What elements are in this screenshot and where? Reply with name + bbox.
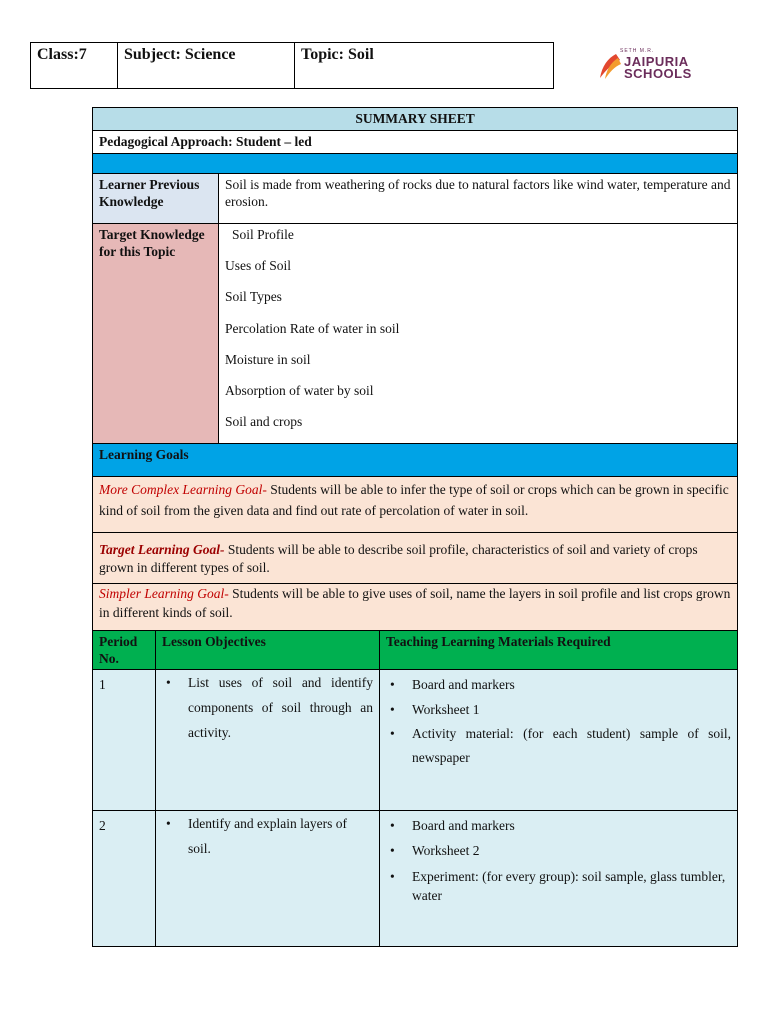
blue-spacer	[93, 154, 738, 174]
topic-item: Moisture in soil	[225, 351, 311, 367]
simpler-goal	[93, 584, 738, 631]
subject-cell: Subject: Science	[118, 43, 295, 88]
logo-line2: SCHOOLS	[624, 66, 692, 81]
materials-list	[386, 676, 731, 770]
objective-item: • List uses of soil and identify components of soil through an activity.	[162, 670, 373, 745]
class-cell: Class:7	[31, 43, 118, 88]
learning-goals-heading: Learning Goals	[93, 444, 738, 477]
material-item: • Experiment: (for every group): soil sample, glass tumbler, water	[386, 867, 731, 905]
objective-list	[162, 811, 373, 861]
learning-goals-row	[93, 444, 738, 477]
period-number: 1	[93, 670, 156, 811]
period-number: 2	[93, 811, 156, 947]
target-goal	[93, 533, 738, 584]
topic-item: Soil Types	[225, 289, 282, 305]
material-item: • Worksheet 1	[386, 701, 731, 718]
period-objective-cell	[156, 670, 380, 811]
previous-knowledge-text: Soil is made from weathering of rocks due to natural factors like wind water, temperature and erosion.	[219, 174, 738, 224]
complex-goal	[93, 477, 738, 533]
material-item: • Board and markers	[386, 676, 731, 693]
material-item: • Board and markers	[386, 817, 731, 834]
period-objective-cell	[156, 811, 380, 947]
logo-line1: JAIPURIA	[624, 54, 689, 69]
logo-swoosh-icon	[598, 52, 622, 82]
target-knowledge-list	[219, 224, 738, 444]
objective-item: • Identify and explain layers of soil.	[162, 811, 373, 861]
pedagogical-approach: Pedagogical Approach: Student – led	[93, 131, 738, 154]
materials-header: Teaching Learning Materials Required	[380, 631, 738, 670]
topic-item: Soil and crops	[225, 414, 303, 430]
topic-cell: Topic: Soil	[301, 46, 374, 63]
topic-item: Uses of Soil	[225, 258, 292, 274]
materials-list	[386, 817, 731, 905]
target-goal-row	[93, 533, 738, 584]
column-header-row	[93, 631, 738, 670]
blue-spacer-row	[93, 154, 738, 174]
topic-item: Soil Profile	[232, 227, 294, 242]
target-goal-text: Students will be able to describe soil profile, characteristics of soil and variety of crops grown in different types of soil.	[99, 542, 698, 575]
period-header: Period No.	[93, 631, 156, 670]
material-item: • Worksheet 2	[386, 842, 731, 859]
previous-knowledge-row	[93, 174, 738, 224]
complex-goal-label: More Complex Learning Goal-	[99, 482, 267, 497]
simpler-goal-row	[93, 584, 738, 631]
title-row	[93, 108, 738, 131]
sheet-title: SUMMARY SHEET	[93, 108, 738, 131]
school-logo	[598, 48, 698, 84]
simpler-goal-label: Simpler Learning Goal-	[99, 586, 229, 601]
objective-list	[162, 670, 373, 745]
approach-row	[93, 131, 738, 154]
target-goal-label: Target Learning Goal-	[99, 542, 225, 557]
topic-item: Percolation Rate of water in soil	[225, 320, 400, 336]
period-materials-cell	[380, 811, 738, 947]
period-materials-cell	[380, 670, 738, 811]
objectives-header: Lesson Objectives	[156, 631, 380, 670]
previous-knowledge-label: Learner Previous Knowledge	[93, 174, 219, 224]
material-item: • Activity material: (for each student) sample of soil, newspaper	[386, 722, 731, 770]
period-row	[93, 670, 738, 811]
complex-goal-text: Students will be able to infer the type of soil or crops which can be grown in specific kind of soil from the given data and find out rate of percolation of water in soil.	[99, 482, 729, 518]
logo-tagline: SETH M.R.	[620, 48, 655, 54]
summary-sheet-table	[92, 107, 738, 947]
topic-item: Absorption of water by soil	[225, 382, 374, 398]
period-row	[93, 811, 738, 947]
complex-goal-row	[93, 477, 738, 533]
target-knowledge-label: Target Knowledge for this Topic	[93, 224, 219, 444]
header-info-box	[30, 42, 554, 89]
target-knowledge-row	[93, 224, 738, 444]
simpler-goal-text: Students will be able to give uses of soil, name the layers in soil profile and list crops grown in different kinds of soil.	[99, 586, 731, 620]
